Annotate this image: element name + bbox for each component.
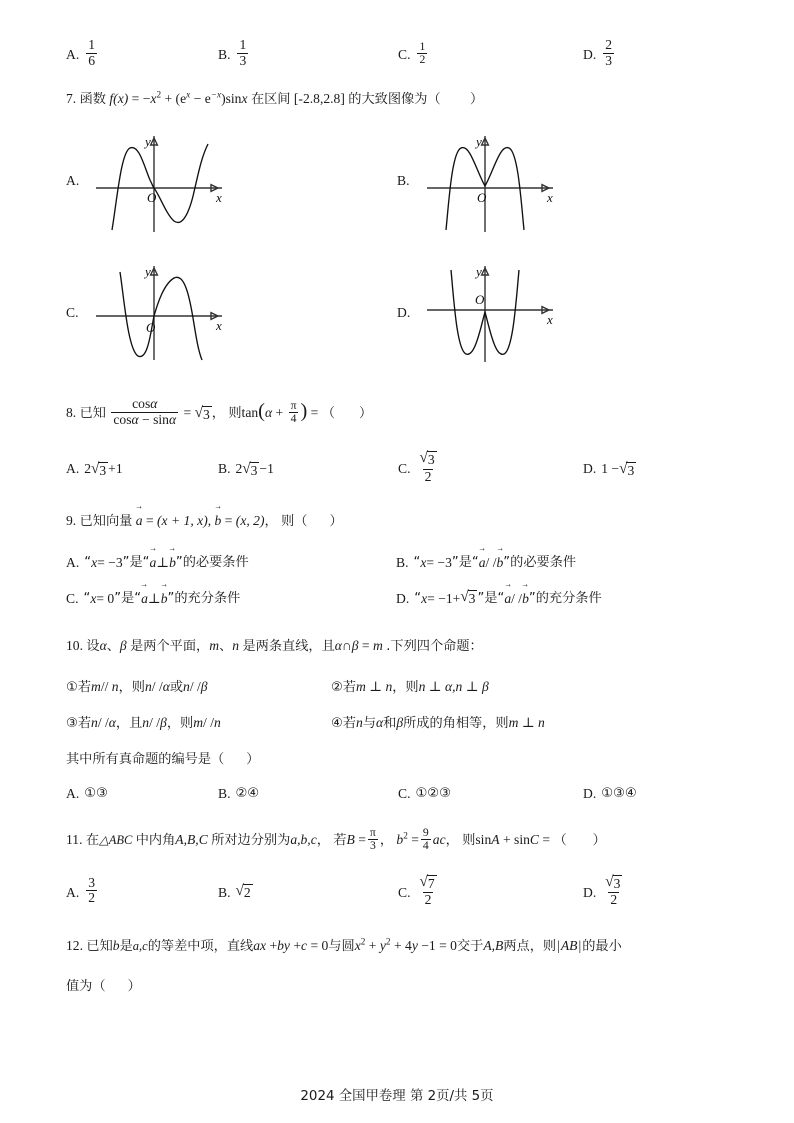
q11-option-a-value (86, 876, 97, 906)
q8-option-a[interactable] (66, 453, 218, 486)
q10-option-b-label: B. (218, 785, 231, 801)
q10-propositions-row-1 (66, 676, 728, 698)
q7-option-c-label: C. (66, 304, 79, 320)
q6-option-b-denominator: 3 (239, 52, 247, 68)
q10-number: 10. (66, 638, 83, 654)
q6-option-b-numerator: 1 (239, 37, 247, 53)
q9-option-a-label: A. (66, 554, 80, 570)
q6-option-a[interactable] (66, 37, 218, 70)
q6-option-c-value (417, 41, 427, 67)
q6-option-a-label: A. (66, 46, 80, 62)
q7-graph-b (421, 126, 571, 236)
q11-number: 11. (66, 832, 83, 848)
q9-option-d-type: 的充分条件 (535, 591, 602, 607)
q12-line2-a: 值为（ (66, 979, 106, 995)
q7-graph-d-ylabel: y (476, 263, 482, 279)
q6-option-c[interactable] (398, 40, 583, 70)
q7-graph-a-xlabel: x (216, 189, 222, 205)
q10-ask-text: 其中所有真命题的编号是（ (66, 752, 225, 768)
q7-graph-a-ylabel: y (145, 133, 151, 149)
q10-proposition-4: ④若n与α和β所成的角相等，则m ⊥ n (331, 715, 545, 732)
q12-b: b (112, 937, 120, 953)
q11-option-a-denominator: 2 (88, 890, 96, 906)
q8-option-b[interactable] (218, 453, 398, 486)
q12-stem-tail: 的最小 (582, 938, 622, 954)
q9-stem-text-a: 已知向量 (79, 513, 133, 529)
q7-option-c[interactable] (66, 258, 397, 368)
q11-option-c-label: C. (398, 884, 411, 900)
q9-option-b-type: 的必要条件 (510, 555, 577, 571)
q7-graph-c-xlabel: x (216, 317, 222, 333)
q7-graph-d (421, 258, 571, 368)
q8-option-c-label: C. (398, 461, 411, 477)
q12-number: 12. (66, 937, 83, 953)
q8-rhs-sqrt3: √ 3 (194, 403, 210, 422)
q8-option-d[interactable] (583, 453, 636, 486)
q7-graph-a (90, 126, 240, 236)
q6-option-b[interactable] (218, 37, 398, 70)
q11-option-c-denominator: 2 (424, 891, 432, 907)
q8-stem-text-b: 则 (228, 405, 242, 421)
q6-option-d-numerator: 2 (605, 37, 613, 53)
q7-stem-text-d: ） (470, 91, 484, 107)
q8-pi-over-4: $\frac{\pi}{4}$ (290, 398, 297, 425)
q8-number: 8. (66, 404, 77, 420)
q11-option-d-value (603, 874, 624, 907)
q11-option-d-label: D. (583, 884, 597, 900)
q8-option-a-value: 2 √ 3 +1 (84, 459, 123, 478)
q7-graph-d-xlabel: x (547, 311, 553, 327)
q11-pi-over-3: $\frac{\pi}{3}$ (369, 825, 376, 853)
q9-option-a-type: 的必要条件 (182, 555, 249, 571)
q10-option-a[interactable] (66, 783, 218, 805)
q9-option-c-label: C. (66, 590, 79, 606)
q7-graph-c-ylabel: y (145, 263, 151, 279)
q8-option-d-value: 1 − √ 3 (601, 459, 635, 478)
q11-sides: a,b,c (290, 832, 317, 848)
q10-proposition-1: ①若m// n，则n/ /α或n/ /β (66, 678, 208, 695)
q11-option-c-value (417, 874, 438, 907)
q12-points: A,B (483, 937, 504, 953)
q7-option-d[interactable] (397, 258, 728, 368)
q6-option-b-label: B. (218, 46, 231, 62)
q8-option-a-label: A. (66, 461, 80, 477)
q11-option-d[interactable] (583, 872, 626, 909)
q9-vector-b-components: (x, 2) (235, 512, 265, 528)
q6-option-d-denominator: 3 (605, 52, 613, 68)
q11-option-a[interactable] (66, 876, 218, 909)
q11-option-c[interactable] (398, 872, 583, 909)
q7-graph-c (90, 258, 240, 368)
q9-vector-a-components: (x + 1, x) (157, 512, 208, 528)
q10-question-line (66, 748, 728, 770)
q7-stem: 7. 函数 $f(x) = -x^2 + (e^x - e^{-x})\sin x$ 在区间 [-2.8,2.8] 的大致图像为（ ） (66, 89, 484, 107)
q11-ac: ac (432, 832, 446, 848)
q9-stem-text-b: 则（ (281, 513, 308, 529)
q9-vector-b: b → (215, 510, 222, 531)
q8-option-b-value: 2 √ 3 −1 (235, 459, 274, 478)
q8-fraction (111, 397, 178, 427)
q10-option-c-value: ①②③ (415, 785, 451, 801)
q8-fraction-numerator: cosα (132, 396, 158, 412)
q10-option-b-value: ②④ (235, 785, 260, 801)
q7-graph-a-origin: O (147, 189, 157, 205)
q10-stem: 10. 设α、β 是两个平面，m、n 是两条直线，且α∩β = m .下列四个命题： (66, 638, 483, 655)
q7-graph-b-xlabel: x (547, 189, 553, 205)
q7-graph-b-ylabel: y (476, 133, 482, 149)
q6-option-a-denominator: 6 (88, 52, 96, 68)
q9-options-row-1 (66, 552, 728, 574)
q8-option-c[interactable] (398, 449, 583, 486)
q7-option-d-label: D. (397, 304, 411, 320)
q7-option-b[interactable] (397, 126, 728, 236)
q10-option-b[interactable] (218, 783, 398, 805)
q11-option-b-value: √ 2 (235, 882, 251, 901)
q8-options-row (66, 449, 728, 486)
q10-ask-end: ） (246, 752, 260, 768)
q12-abs-ab: AB (560, 937, 578, 953)
q7-graph-b-origin: O (477, 189, 487, 205)
q9-option-b-label: B. (396, 554, 409, 570)
q11-option-c-numerator: √ 7 (419, 872, 435, 891)
q11-option-a-label: A. (66, 884, 80, 900)
q9-option-c-type: 的充分条件 (174, 591, 241, 607)
q9-stem: 9. 已知向量 a → = (x + 1, x), b → = (x, 2)， 则（ ） (66, 510, 728, 532)
q8-stem: 8. 已知 $\frac{\cos\alpha}{\cos\alpha - \sin\alpha}$ = √ 3 ， 则tan(α + $\frac{\pi}{4}$ ) = （ ） (66, 396, 373, 427)
q7-stem-text-b: 在区间 (250, 91, 291, 107)
q9-vector-a: a → (136, 510, 143, 531)
q7-stem-text-a: 函数 (79, 91, 106, 107)
q8-option-b-label: B. (218, 461, 231, 477)
q11-option-b[interactable] (218, 876, 398, 909)
q11-option-a-numerator: 3 (88, 874, 96, 890)
q6-option-c-numerator: 1 (419, 39, 426, 53)
q6-option-a-numerator: 1 (88, 37, 96, 53)
q8-stem-text-a: 已知 (79, 405, 106, 421)
q6-option-b-value (237, 38, 248, 68)
q11-stem: 11. 在△ABC 中内角A,B,C 所对边分别为a,b,c， 若B = $\frac{\pi}{3}$ ， $b^2$ = $\frac{9}{4}$ ac， 则sinA + sinC = （ ） (66, 825, 606, 853)
q7-stem-text-c: 的大致图像为（ (348, 91, 441, 107)
page-content (66, 34, 728, 998)
q6-option-a-value (86, 38, 97, 68)
q9-option-d-label: D. (396, 590, 410, 606)
q9-options-row-2 (66, 588, 728, 610)
q6-option-c-label: C. (398, 46, 411, 62)
q12-stem-line2 (66, 975, 728, 997)
q11-option-d-numerator: √ 3 (605, 872, 621, 891)
q12-stem: 12. 已知b是a,c的等差中项，直线ax +by +c = 0与圆$x^2 + y^2 + 4y -1 = 0$交于A,B两点，则|AB|的最小 (66, 936, 622, 954)
q6-option-d[interactable] (583, 37, 616, 70)
q9-option-d[interactable]: D. “ x = −1+ √ 3 ”是“ a → / / b → ” 的充分条件 (396, 588, 602, 610)
q8-equals: = (183, 404, 192, 420)
q8-option-c-value (417, 451, 438, 484)
q6-options-row (66, 37, 728, 70)
page-footer: 2024 全国甲卷理 第 2页/共 5页 (300, 1089, 494, 1104)
q7-options-row-1 (66, 126, 728, 236)
q6-option-c-denominator: 2 (419, 52, 426, 66)
q10-option-d-value: ①③④ (601, 785, 637, 801)
q8-stem-text-d: ） (358, 405, 373, 421)
q7-graph-c-origin: O (146, 319, 156, 335)
q12-line2-b: ） (127, 979, 141, 995)
q10-options-row (66, 783, 728, 805)
q11-option-b-label: B. (218, 884, 231, 900)
q8-option-d-label: D. (583, 461, 597, 477)
q10-proposition-3: ③若n/ /α，且n/ /β，则m/ /n (66, 715, 221, 732)
q10-option-c-label: C. (398, 785, 411, 801)
q9-option-a[interactable]: A. “ x = −3 ”是“ a → ⊥ b → ” 的必要条件 (66, 552, 396, 574)
q9-option-b[interactable]: B. “ x = −3 ”是“ a → / / b → ” 的必要条件 (396, 552, 576, 574)
q12-ac: a,c (132, 938, 148, 953)
q6-option-d-value (603, 38, 614, 68)
q7-option-a[interactable] (66, 126, 397, 236)
q11-angles: A,B,C (175, 832, 208, 848)
q10-propositions-row-2 (66, 712, 728, 734)
q9-stem-text-c: ） (329, 513, 343, 529)
q8-fraction-denominator: cosα − sinα (113, 411, 177, 427)
q7-option-a-label: A. (66, 172, 80, 188)
q10-option-d[interactable] (583, 783, 637, 805)
q11-triangle: △ABC (99, 833, 133, 848)
q10-option-d-label: D. (583, 785, 597, 801)
q8-stem-text-c: （ (321, 405, 335, 421)
q11-options-row (66, 872, 728, 909)
q10-proposition-2: ②若m ⊥ n，则n ⊥ α,n ⊥ β (331, 678, 489, 695)
q6-option-d-label: D. (583, 46, 597, 62)
q9-number: 9. (66, 512, 77, 528)
q7-interval: [-2.8,2.8] (293, 90, 345, 106)
q10-option-a-label: A. (66, 785, 80, 801)
q9-option-c[interactable]: C. “ x = 0 ”是“ a → ⊥ b → ” 的充分条件 (66, 588, 396, 610)
q11-nine-over-four: $\frac{9}{4}$ (422, 825, 429, 853)
q7-graph-d-origin: O (475, 291, 485, 307)
q7-function-name: f (109, 90, 114, 106)
q11-option-d-denominator: 2 (610, 891, 618, 907)
q10-option-a-value: ①③ (84, 785, 108, 801)
q7-options-row-2 (66, 258, 728, 368)
q8-option-c-numerator: √ 3 (419, 449, 435, 468)
q7-option-b-label: B. (397, 172, 410, 188)
q7-number: 7. (66, 90, 77, 106)
q8-option-c-denominator: 2 (424, 468, 432, 484)
q10-option-c[interactable] (398, 783, 583, 805)
